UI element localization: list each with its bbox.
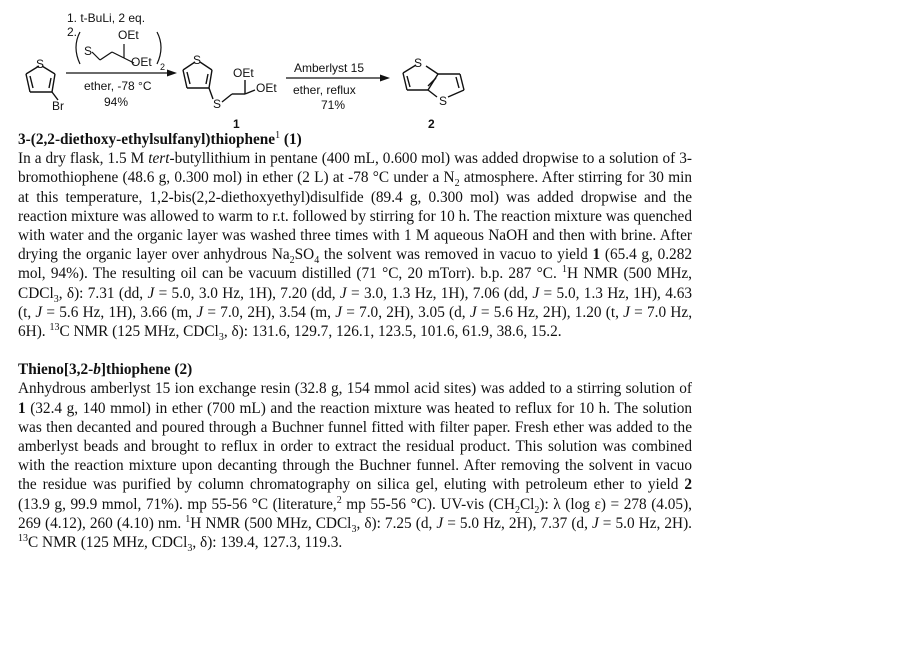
section2-title-number: 2 xyxy=(179,361,188,379)
s1-text: = 5.0, 1.3 Hz, 1H), 4.63 (t, xyxy=(18,284,692,321)
step1-conditions: ether, -78 °C xyxy=(84,79,152,93)
section2-heading: Thieno[3,2-b]thiophene (2) xyxy=(18,361,193,379)
s2-text: C NMR (125 MHz, CDCl xyxy=(28,534,188,552)
s1-text: atmosphere. After stirring for 30 min at this temperature, 1,2-bis(2,2-diethoxyethyl)disulfide (89.4 g, 0.300 mol) was added dropwise and the reaction mixture was allowed to warm to r.t. followed by stirring for 10 h. The reaction mixture was quenched with water and the organic layer was washed three times with 1 M aqueous NaOH and then with brine. After drying the organic layer over anhydrous Na xyxy=(18,169,693,264)
step2-yield: 71% xyxy=(321,98,346,112)
s1-sup: 13 xyxy=(49,321,60,333)
step1-arrow-head xyxy=(167,70,177,77)
s1-j: J xyxy=(469,303,477,321)
compound2-label: 2 xyxy=(428,117,435,131)
s2-text: mp 55-56 °C). UV-vis (CH xyxy=(341,495,515,513)
step1-reagent-line1: 1. t-BuLi, 2 eq. xyxy=(67,11,146,25)
compound1-oet1: OEt xyxy=(233,66,254,80)
compound1-ring-sulfur: S xyxy=(193,53,202,67)
section1-title-ref: 1 xyxy=(275,129,281,141)
step2-conditions: ether, reflux xyxy=(293,83,356,97)
section2-title-a: Thieno[3,2- xyxy=(18,361,94,379)
s2-text: , δ): 139.4, 127.3, 119.3. xyxy=(192,534,343,552)
section1-paragraph xyxy=(18,149,693,344)
s1-sub: 2 xyxy=(454,178,460,190)
s2-text: = 5.0 Hz, 2H), 7.37 (d, xyxy=(443,514,592,532)
starting-material-3-bromothiophene xyxy=(26,66,58,100)
s1-compound-ref: 1 xyxy=(592,246,601,264)
disulfide-sulfur: S xyxy=(84,44,93,58)
s2-text: (13.9 g, 99.9 mmol, 71%). mp 55-56 °C (literature, xyxy=(18,495,337,513)
s1-text: , δ): 7.31 (dd, xyxy=(58,284,148,302)
s1-text: = 7.0 Hz, 6H). xyxy=(18,303,693,341)
disulfide-oet-side: OEt xyxy=(131,55,152,69)
s1-j: J xyxy=(532,284,540,302)
s2-compound-ref: 1 xyxy=(18,399,26,417)
s1-text: In a dry flask, 1.5 M xyxy=(18,150,149,168)
s1-tert: tert xyxy=(148,150,170,168)
s1-j: J xyxy=(339,284,347,302)
s2-sub: 2 xyxy=(534,504,540,516)
s2-text: (32.4 g, 140 mmol) in ether (700 mL) and the reaction mixture was heated to reflux for 10 h. The solution was then decanted and poured through a Buchner funnel fitted with filter paper. Fresh ether was added to the amberlyst beads and brought to reflux in order to extract the residual product. This solution was combined with the reaction mixture upon decanting through the Buchner funnel. After removing the solvent in vacuo the residue was purified by column chromatography on silica gel, eluting with petroleum ether to yield xyxy=(18,399,692,494)
s1-text: , δ): 131.6, 129.7, 126.1, 123.5, 101.6, 61.9, 38.6, 15.2. xyxy=(223,323,562,341)
s1-sub: 3 xyxy=(53,293,59,305)
s2-sup: 2 xyxy=(336,494,342,506)
s2-sup: 1 xyxy=(185,513,191,525)
disulfide-subscript: 2 xyxy=(160,62,166,72)
disulfide-oet-top: OEt xyxy=(118,28,139,42)
compound2-structure xyxy=(403,65,464,97)
s1-text: C NMR (125 MHz, CDCl xyxy=(59,323,219,341)
s1-sub: 4 xyxy=(314,255,320,267)
compound2-sulfur-bottom: S xyxy=(439,94,448,108)
s2-compound-ref: 2 xyxy=(684,476,692,494)
reaction-scheme xyxy=(0,0,900,135)
experimental-text xyxy=(18,129,693,555)
s1-text: = 3.0, 1.3 Hz, 1H), 7.06 (dd, xyxy=(346,284,533,302)
s2-text: = 5.0 Hz, 2H). xyxy=(598,514,693,532)
s2-text: , δ): 7.25 (d, xyxy=(356,514,437,532)
compound2-sulfur-top: S xyxy=(414,56,423,70)
s1-sub: 3 xyxy=(218,332,224,344)
s1-text: -butyllithium in pentane (400 mL, 0.600 mol) was added dropwise to a solution of 3-bromothiophene (48.6 g, 0.300 mol) in ether (2 L) at -78 °C under a N xyxy=(18,150,693,187)
section1-heading: 3-(2,2-diethoxy-ethylsulfanyl)thiophene$^1$ (1) xyxy=(18,129,302,148)
s2-text: ): λ (log ε) = 278 (4.05), 269 (4.12), 260 (4.10) nm. xyxy=(18,495,692,532)
sm-bromine-atom: Br xyxy=(52,99,64,113)
compound1-label: 1 xyxy=(233,117,240,131)
s2-text: H NMR (500 MHz, CDCl xyxy=(190,514,352,532)
compound1-oet2: OEt xyxy=(256,81,277,95)
s1-text: = 7.0, 2H), 3.54 (m, xyxy=(203,303,336,321)
step1-reagent-line2-prefix: 2. xyxy=(67,25,78,39)
section1-title-number: 1 xyxy=(289,131,297,148)
s1-text: H NMR (500 MHz, CDCl xyxy=(18,265,692,302)
s2-sub: 3 xyxy=(187,543,193,555)
section2-title-italic: b xyxy=(93,361,101,379)
s2-sup: 13 xyxy=(18,532,28,544)
s1-sub: 2 xyxy=(289,255,295,267)
section2-title-b: ]thiophene xyxy=(100,361,171,379)
s1-j: J xyxy=(196,303,204,321)
s1-text: = 5.6 Hz, 2H), 1.20 (t, xyxy=(476,303,624,321)
section1-title: 3-(2,2-diethoxy-ethylsulfanyl)thiophene xyxy=(18,131,276,148)
s1-j: J xyxy=(147,284,155,302)
step2-reagent: Amberlyst 15 xyxy=(294,61,365,75)
section2-paragraph xyxy=(18,379,693,555)
s2-j: J xyxy=(436,514,444,532)
s2-sub: 2 xyxy=(514,504,520,516)
s2-j: J xyxy=(591,514,599,532)
s2-sub: 3 xyxy=(351,523,357,535)
step1-yield: 94% xyxy=(104,95,129,109)
s1-text: (65.4 g, 0.282 mol, 94%). The resulting oil can be vacuum distilled (71 °C, 20 mTorr). b.p. 287 °C. xyxy=(18,246,692,283)
s1-text: = 7.0, 2H), 3.05 (d, xyxy=(342,303,470,321)
s1-j: J xyxy=(335,303,343,321)
s1-j: J xyxy=(35,303,43,321)
s1-j: J xyxy=(623,303,630,321)
s1-text: the solvent was removed in vacuo to yield xyxy=(319,246,593,264)
compound1-chain-sulfur: S xyxy=(213,97,222,111)
s1-text: = 5.6 Hz, 1H), 3.66 (m, xyxy=(42,303,197,321)
s2-text: Anhydrous amberlyst 15 ion exchange resin (32.8 g, 154 mmol acid sites) was added to a stirring solution of xyxy=(18,380,692,398)
s1-text: = 5.0, 3.0 Hz, 1H), 7.20 (dd, xyxy=(154,284,340,302)
step2-arrow-head xyxy=(380,75,390,82)
sm-sulfur-atom: S xyxy=(36,57,45,71)
s1-sup: 1 xyxy=(562,264,568,276)
s2-text: Cl xyxy=(519,495,535,513)
s1-text: SO xyxy=(294,246,315,264)
section-spacer xyxy=(18,341,692,360)
